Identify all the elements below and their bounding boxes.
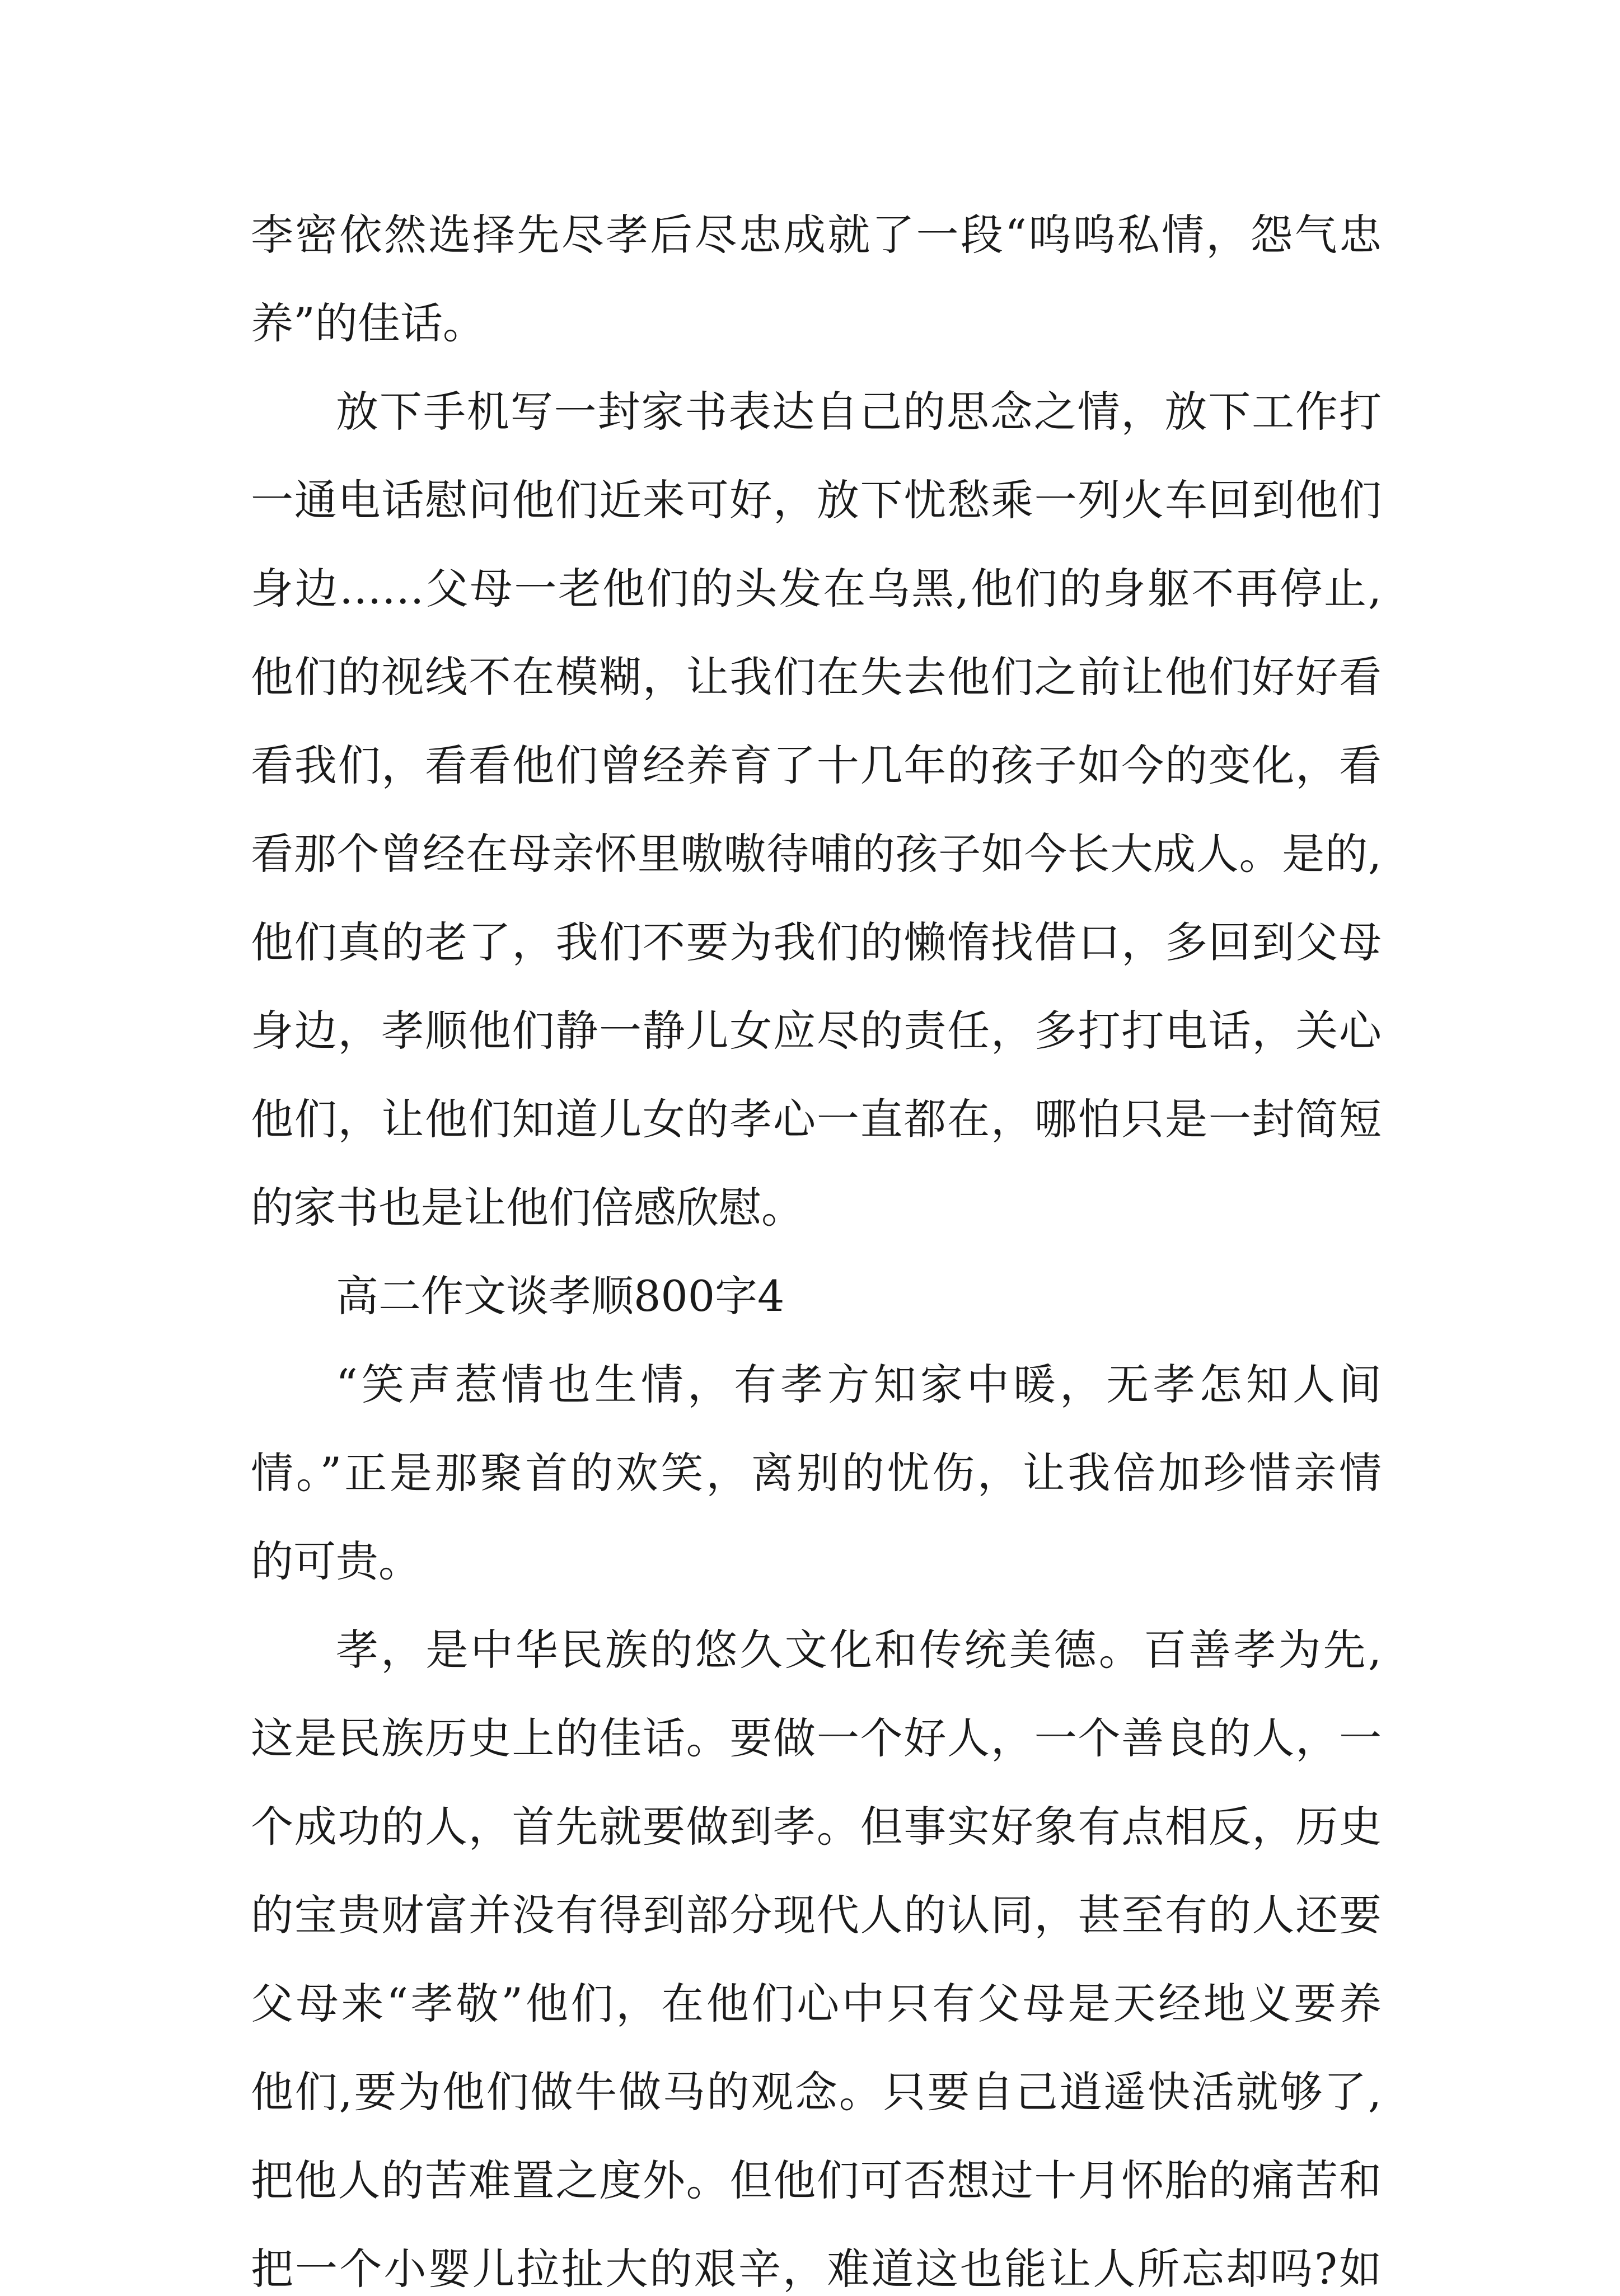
text-line: 情。”正是那聚首的欢笑，离别的忧伤，让我倍加珍惜亲情 <box>251 1448 1382 1498</box>
text-line: 的宝贵财富并没有得到部分现代人的认同，甚至有的人还要 <box>251 1890 1382 1940</box>
text-line: 这是民族历史上的佳话。要做一个好人，一个善良的人，一 <box>251 1713 1382 1763</box>
text-line: 养”的佳话。 <box>251 298 485 348</box>
text-line: 身边，孝顺他们静一静儿女应尽的责任，多打打电话，关心 <box>251 1006 1382 1056</box>
paragraph-start-line: 放下手机写一封家书表达自己的思念之情，放下工作打 <box>336 387 1382 437</box>
text-line: 的家书也是让他们倍感欣慰。 <box>251 1183 804 1233</box>
paragraph-start-line: 孝，是中华民族的悠久文化和传统美德。百善孝为先, <box>336 1625 1382 1675</box>
text-line: 个成功的人，首先就要做到孝。但事实好象有点相反，历史 <box>251 1802 1382 1852</box>
text-line: 他们，让他们知道儿女的孝心一直都在，哪怕只是一封简短 <box>251 1094 1382 1144</box>
text-line: 看我们，看看他们曾经养育了十几年的孩子如今的变化，看 <box>251 741 1382 790</box>
text-line: 一通电话慰问他们近来可好，放下忧愁乘一列火车回到他们 <box>251 475 1382 525</box>
text-line: 他们的视线不在模糊，让我们在失去他们之前让他们好好看 <box>251 652 1382 702</box>
text-line: 李密依然选择先尽孝后尽忠成就了一段“呜呜私情，怨气忠 <box>251 210 1382 260</box>
text-line: 他们,要为他们做牛做马的观念。只要自己逍遥快活就够了, <box>251 2067 1382 2117</box>
text-line: 把他人的苦难置之度外。但他们可否想过十月怀胎的痛苦和 <box>251 2156 1382 2205</box>
paragraph-start-line: “笑声惹情也生情，有孝方知家中暖，无孝怎知人间 <box>336 1360 1382 1409</box>
section-heading: 高二作文谈孝顺800字4 <box>336 1271 785 1321</box>
text-line: 把一个小婴儿拉扯大的艰辛，难道这也能让人所忘却吗?如 <box>251 2244 1382 2294</box>
text-line: 的可贵。 <box>251 1536 421 1586</box>
text-line: 看那个曾经在母亲怀里嗷嗷待哺的孩子如今长大成人。是的, <box>251 829 1382 879</box>
text-line: 他们真的老了，我们不要为我们的懒惰找借口，多回到父母 <box>251 917 1382 967</box>
text-line: 父母来“孝敬”他们，在他们心中只有父母是天经地义要养 <box>251 1979 1382 2028</box>
text-line: 身边……父母一老他们的头发在乌黑,他们的身躯不再停止, <box>251 564 1382 613</box>
